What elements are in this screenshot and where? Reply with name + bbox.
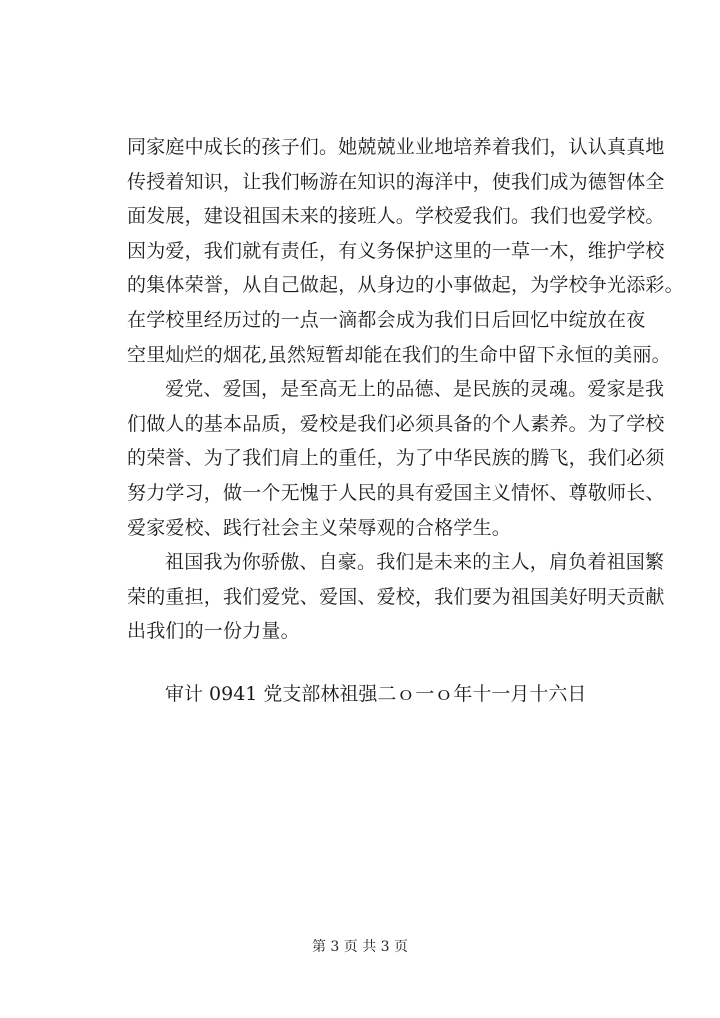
text-line: 荣的重担，我们爱党、爱国、爱校，我们要为祖国美好明天贡献	[127, 585, 665, 608]
text-line: 空里灿烂的烟花,虽然短暂却能在我们的生命中留下永恒的美丽。	[127, 343, 671, 366]
text-line: 的荣誉、为了我们肩上的重任，为了中华民族的腾飞，我们必须	[127, 447, 665, 470]
page-footer: 第 3 页 共 3 页	[311, 939, 409, 955]
text-line: 面发展，建设祖国未来的接班人。学校爱我们。我们也爱学校。	[127, 205, 665, 228]
text-line: 在学校里经历过的一点一滴都会成为我们日后回忆中绽放在夜	[127, 308, 646, 331]
text-line: 因为爱，我们就有责任，有义务保护这里的一草一木，维护学校	[127, 239, 665, 262]
paragraph-3	[127, 545, 667, 649]
paragraph-1	[127, 130, 684, 372]
text-line: 爱党、爱国，是至高无上的品德、是民族的灵魂。爱家是我	[165, 378, 665, 401]
text-line: 的集体荣誉，从自己做起，从身边的小事做起，为学校争光添彩。	[127, 274, 684, 297]
signature-line: 审计 0941 党支部林祖强二ｏ一ｏ年十一月十六日	[165, 683, 587, 705]
text-line: 祖国我为你骄傲、自豪。我们是未来的主人，肩负着祖国繁	[165, 551, 665, 574]
text-line: 同家庭中成长的孩子们。她兢兢业业地培养着我们，认认真真地	[127, 136, 665, 158]
text-line: 爱家爱校、践行社会主义荣辱观的合格学生。	[127, 516, 512, 539]
text-line: 传授着知识，让我们畅游在知识的海洋中，使我们成为德智体全	[127, 170, 665, 193]
text-line: 们做人的基本品质，爱校是我们必须具备的个人素养。为了学校	[127, 412, 665, 435]
paragraph-2	[127, 372, 667, 545]
text-line: 努力学习，做一个无愧于人民的具有爱国主义情怀、尊敬师长、	[127, 481, 665, 504]
text-line: 出我们的一份力量。	[127, 620, 300, 643]
document-body	[127, 130, 684, 649]
